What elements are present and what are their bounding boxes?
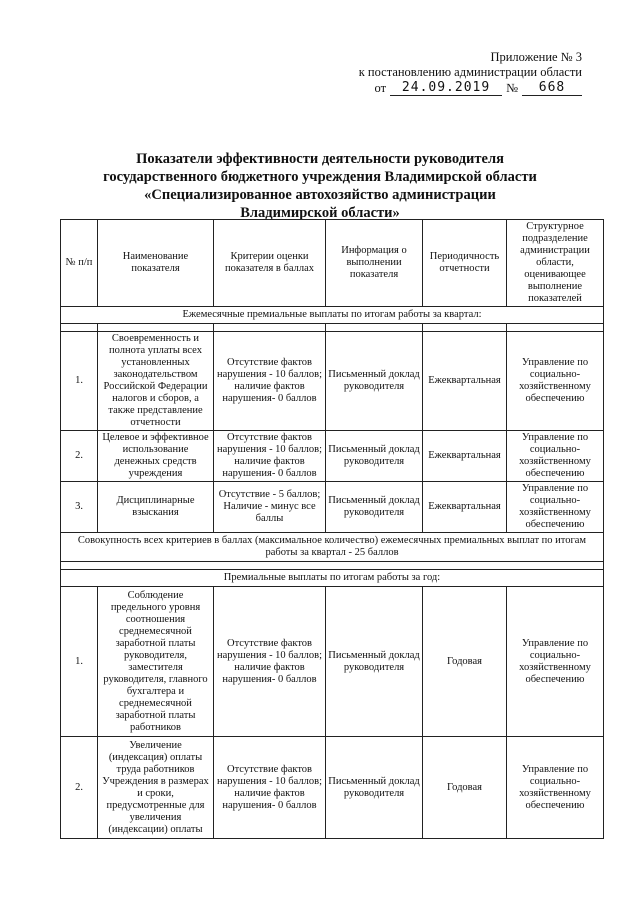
section-title-annual: Премиальные выплаты по итогам работы за год: [61, 570, 604, 587]
spacer-row [61, 324, 604, 332]
annex-from-label: от [374, 81, 387, 95]
table-row [61, 587, 604, 737]
cell-info: Письменный доклад руководителя [326, 431, 423, 482]
total-row-quarterly [61, 533, 604, 562]
title-line-4: Владимирской области» [240, 205, 400, 221]
spacer-row [61, 562, 604, 570]
annex-date-line [322, 80, 582, 96]
cell-period: Ежеквартальная [423, 332, 507, 431]
table-row [61, 737, 604, 839]
cell-name: Увеличение (индексация) оплаты труда работников Учреждения в размерах и сроки, предусмотренные для увеличения (индексации) оплаты [98, 737, 214, 839]
header-info: Информация о выполнении показателя [326, 220, 423, 307]
cell-name: Целевое и эффективное использование денежных средств учреждения [98, 431, 214, 482]
cell-name: Своевременность и полнота уплаты всех установленных законодательством Российской Федерации налогов и сборов, а также представление отчетности [98, 332, 214, 431]
cell-criteria: Отсутствие - 5 баллов; Наличие - минус все баллы [214, 482, 326, 533]
document-title [80, 150, 560, 222]
cell-criteria: Отсутствие фактов нарушения - 10 баллов; наличие фактов нарушения- 0 баллов [214, 332, 326, 431]
table-header-row [61, 220, 604, 307]
header-name: Наименование показателя [98, 220, 214, 307]
table-row [61, 482, 604, 533]
table-row [61, 332, 604, 431]
cell-num: 1. [61, 332, 98, 431]
cell-dept: Управление по социально-хозяйственному обеспечению [507, 431, 604, 482]
title-line-2: государственного бюджетного учреждения Владимирской области [103, 169, 537, 185]
header-criteria: Критерии оценки показателя в баллах [214, 220, 326, 307]
cell-dept: Управление по социально-хозяйственному обеспечению [507, 737, 604, 839]
title-line-3: «Специализированное автохозяйство администрации [144, 187, 496, 203]
cell-period: Годовая [423, 587, 507, 737]
cell-criteria: Отсутствие фактов нарушения - 10 баллов; наличие фактов нарушения- 0 баллов [214, 737, 326, 839]
cell-num: 1. [61, 587, 98, 737]
title-line-1: Показатели эффективности деятельности руководителя [136, 151, 504, 167]
cell-period: Ежеквартальная [423, 482, 507, 533]
annex-number: 668 [522, 80, 582, 96]
cell-name: Дисциплинарные взыскания [98, 482, 214, 533]
cell-criteria: Отсутствие фактов нарушения - 10 баллов; наличие фактов нарушения- 0 баллов [214, 431, 326, 482]
cell-dept: Управление по социально-хозяйственному обеспечению [507, 482, 604, 533]
header-dept: Структурное подразделение администрации области, оценивающее выполнение показателей [507, 220, 604, 307]
cell-dept: Управление по социально-хозяйственному обеспечению [507, 332, 604, 431]
cell-period: Годовая [423, 737, 507, 839]
header-num: № п/п [61, 220, 98, 307]
section-row-quarterly [61, 307, 604, 324]
cell-period: Ежеквартальная [423, 431, 507, 482]
indicators-table [60, 219, 604, 839]
cell-info: Письменный доклад руководителя [326, 587, 423, 737]
header-period: Периодичность отчетности [423, 220, 507, 307]
cell-num: 3. [61, 482, 98, 533]
cell-num: 2. [61, 737, 98, 839]
total-quarterly: Совокупность всех критериев в баллах (максимальное количество) ежемесячных премиальных выплат по итогам работы за квартал - 25 баллов [61, 533, 604, 562]
annex-reference: к постановлению администрации области [358, 65, 582, 79]
cell-info: Письменный доклад руководителя [326, 482, 423, 533]
section-row-annual [61, 570, 604, 587]
section-title-quarterly: Ежемесячные премиальные выплаты по итогам работы за квартал: [61, 307, 604, 324]
annex-date: 24.09.2019 [390, 80, 502, 96]
table-row [61, 431, 604, 482]
annex-title: Приложение № 3 [490, 50, 582, 64]
cell-name: Соблюдение предельного уровня соотношения среднемесячной заработной платы руководителя, заместителя руководителя, главного бухгалтера и среднемесячной заработной платы работников [98, 587, 214, 737]
cell-info: Письменный доклад руководителя [326, 332, 423, 431]
cell-num: 2. [61, 431, 98, 482]
annex-number-label: № [506, 81, 518, 95]
cell-criteria: Отсутствие фактов нарушения - 10 баллов; наличие фактов нарушения- 0 баллов [214, 587, 326, 737]
annex-header [322, 50, 582, 96]
cell-dept: Управление по социально-хозяйственному обеспечению [507, 587, 604, 737]
cell-info: Письменный доклад руководителя [326, 737, 423, 839]
